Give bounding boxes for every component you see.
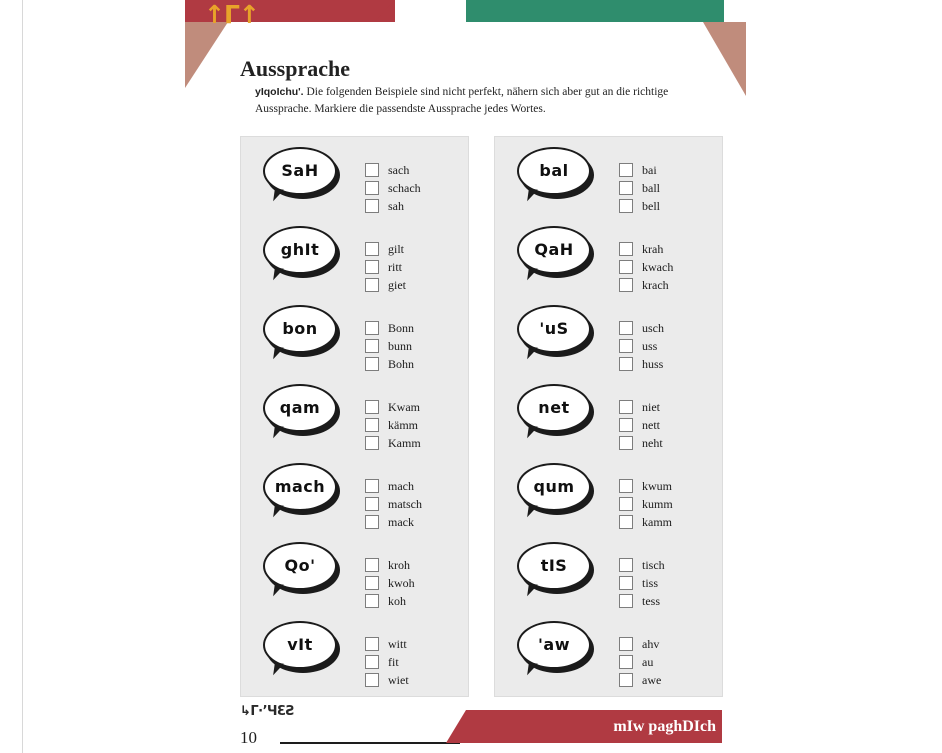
checkbox[interactable] xyxy=(365,418,379,432)
checkbox[interactable] xyxy=(365,339,379,353)
answer-option[interactable] xyxy=(365,179,465,197)
margin-rule xyxy=(22,0,23,753)
exercise-row xyxy=(241,305,468,384)
answer-options xyxy=(619,635,719,689)
answer-options xyxy=(619,398,719,452)
speech-bubble-icon xyxy=(517,542,605,604)
banner-tan-flap-left xyxy=(185,22,228,88)
speech-bubble-icon xyxy=(263,147,351,209)
answer-options xyxy=(365,477,465,531)
checkbox[interactable] xyxy=(365,479,379,493)
instructions xyxy=(255,84,699,117)
checkbox[interactable] xyxy=(365,515,379,529)
checkbox[interactable] xyxy=(365,321,379,335)
answer-option-label: ball xyxy=(642,181,660,195)
page-title: Aussprache xyxy=(240,56,351,81)
exercise-row xyxy=(495,147,722,226)
answer-option[interactable] xyxy=(365,355,465,373)
answer-options xyxy=(619,161,719,215)
checkbox[interactable] xyxy=(365,242,379,256)
speech-bubble-icon xyxy=(263,384,351,446)
answer-option-label: Kamm xyxy=(388,436,421,450)
checkbox[interactable] xyxy=(619,278,633,292)
answer-option-label: au xyxy=(642,655,654,669)
answer-option-label: nett xyxy=(642,418,660,432)
answer-option[interactable] xyxy=(619,161,719,179)
banner-green-tail xyxy=(703,0,724,22)
checkbox[interactable] xyxy=(365,655,379,669)
exercise-row xyxy=(495,463,722,542)
answer-option[interactable] xyxy=(619,495,719,513)
exercise-row xyxy=(495,621,722,700)
checkbox[interactable] xyxy=(365,400,379,414)
answer-option-label: matsch xyxy=(388,497,422,511)
speech-bubble-icon xyxy=(517,621,605,683)
answer-option-label: mack xyxy=(388,515,414,529)
answer-option-label: kroh xyxy=(388,558,410,572)
answer-option[interactable] xyxy=(365,513,465,531)
answer-option[interactable] xyxy=(619,513,719,531)
checkbox[interactable] xyxy=(365,199,379,213)
answer-option-label: huss xyxy=(642,357,664,371)
answer-option-label: bunn xyxy=(388,339,412,353)
checkbox[interactable] xyxy=(365,576,379,590)
checkbox[interactable] xyxy=(619,181,633,195)
answer-option-label: tess xyxy=(642,594,660,608)
exercise-column-left xyxy=(240,136,469,697)
answer-option[interactable] xyxy=(619,398,719,416)
klingon-word: ghIt xyxy=(280,240,320,259)
answer-options xyxy=(619,240,719,294)
answer-option-label: krach xyxy=(642,278,669,292)
exercise-row xyxy=(495,542,722,621)
answer-option[interactable] xyxy=(619,653,719,671)
answer-options xyxy=(365,319,465,373)
speech-bubble-icon xyxy=(517,305,605,367)
answer-option-label: koh xyxy=(388,594,406,608)
answer-option-label: bell xyxy=(642,199,660,213)
checkbox[interactable] xyxy=(365,637,379,651)
answer-option-label: wiet xyxy=(388,673,409,687)
exercise-row xyxy=(495,305,722,384)
footer-title: mIw paghDIch xyxy=(613,718,716,735)
exercise-row xyxy=(241,542,468,621)
answer-options xyxy=(619,477,719,531)
answer-options xyxy=(365,161,465,215)
answer-option[interactable] xyxy=(619,240,719,258)
checkbox[interactable] xyxy=(619,655,633,669)
exercise-row xyxy=(495,226,722,305)
answer-option[interactable] xyxy=(619,556,719,574)
speech-bubble-icon xyxy=(517,384,605,446)
answer-option-label: Bonn xyxy=(388,321,415,335)
answer-option[interactable] xyxy=(619,197,719,215)
answer-option-label: Bohn xyxy=(388,357,415,371)
speech-bubble-icon xyxy=(263,226,351,288)
answer-option-label: bai xyxy=(642,163,657,177)
answer-option-label: fit xyxy=(388,655,399,669)
speech-bubble-icon xyxy=(517,226,605,288)
klingon-word: 'aw xyxy=(538,635,570,654)
speech-bubble-icon xyxy=(517,147,605,209)
answer-option-label: kwoh xyxy=(388,576,415,590)
checkbox[interactable] xyxy=(365,278,379,292)
checkbox[interactable] xyxy=(619,163,633,177)
answer-option-label: kwum xyxy=(642,479,672,493)
answer-options xyxy=(619,556,719,610)
checkbox[interactable] xyxy=(365,497,379,511)
answer-option[interactable] xyxy=(619,319,719,337)
answer-option[interactable] xyxy=(619,355,719,373)
checkbox[interactable] xyxy=(365,558,379,572)
exercise-row xyxy=(241,463,468,542)
klingon-word: SaH xyxy=(281,161,319,180)
answer-option-label: sah xyxy=(388,199,404,213)
checkbox[interactable] xyxy=(619,436,633,450)
answer-option[interactable] xyxy=(619,592,719,610)
answer-option-label: schach xyxy=(388,181,421,195)
klingon-word: qam xyxy=(279,398,321,417)
checkbox[interactable] xyxy=(365,260,379,274)
answer-option-label: giet xyxy=(388,278,406,292)
answer-option[interactable] xyxy=(365,240,465,258)
exercise-row xyxy=(241,621,468,700)
checkbox[interactable] xyxy=(619,637,633,651)
answer-option[interactable] xyxy=(365,398,465,416)
answer-option-label: kwach xyxy=(642,260,674,274)
klingon-word: bon xyxy=(282,319,318,338)
speech-bubble-icon xyxy=(263,542,351,604)
checkbox[interactable] xyxy=(619,321,633,335)
footer-rule xyxy=(280,742,460,744)
answer-option[interactable] xyxy=(365,161,465,179)
answer-option-label: gilt xyxy=(388,242,405,256)
answer-option-label: ritt xyxy=(388,260,402,274)
answer-option-label: neht xyxy=(642,436,663,450)
answer-option[interactable] xyxy=(365,592,465,610)
instruction-text: Die folgenden Beispiele sind nicht perfekt, nähern sich aber gut an die richtige Aussprache. Markiere die passendste Aussprache jedes Wortes. xyxy=(255,86,669,115)
instruction-lead: yIqoIchu'. xyxy=(255,86,304,98)
answer-option[interactable] xyxy=(619,434,719,452)
answer-option[interactable] xyxy=(619,258,719,276)
answer-option-label: tisch xyxy=(642,558,665,572)
klingon-word: 'uS xyxy=(539,319,569,338)
checkbox[interactable] xyxy=(365,673,379,687)
answer-option-label: kämm xyxy=(388,418,418,432)
answer-option[interactable] xyxy=(365,337,465,355)
answer-option[interactable] xyxy=(365,434,465,452)
answer-option-label: mach xyxy=(388,479,414,493)
checkbox[interactable] xyxy=(619,515,633,529)
klingon-word: QaH xyxy=(534,240,574,259)
answer-option[interactable] xyxy=(365,495,465,513)
exercise-row xyxy=(241,226,468,305)
answer-option[interactable] xyxy=(619,671,719,689)
answer-option[interactable] xyxy=(365,258,465,276)
answer-option-label: ahv xyxy=(642,637,660,651)
exercise-row xyxy=(241,384,468,463)
checkbox[interactable] xyxy=(619,594,633,608)
answer-options xyxy=(619,319,719,373)
answer-option[interactable] xyxy=(365,319,465,337)
answer-option[interactable] xyxy=(365,671,465,689)
answer-option-label: kumm xyxy=(642,497,673,511)
klingon-word: bal xyxy=(539,161,569,180)
exercise-row xyxy=(241,147,468,226)
answer-option-label: awe xyxy=(642,673,662,687)
klingon-word: net xyxy=(538,398,570,417)
answer-option[interactable] xyxy=(619,337,719,355)
answer-option-label: niet xyxy=(642,400,660,414)
checkbox[interactable] xyxy=(365,436,379,450)
speech-bubble-icon xyxy=(263,463,351,525)
answer-option-label: witt xyxy=(388,637,407,651)
answer-option-label: Kwam xyxy=(388,400,420,414)
checkbox[interactable] xyxy=(619,339,633,353)
checkbox[interactable] xyxy=(619,673,633,687)
answer-option-label: tiss xyxy=(642,576,659,590)
checkbox[interactable] xyxy=(619,357,633,371)
answer-option-label: uss xyxy=(642,339,658,353)
answer-option[interactable] xyxy=(365,556,465,574)
klingon-word: vIt xyxy=(287,635,313,654)
speech-bubble-icon xyxy=(263,305,351,367)
klingon-word: mach xyxy=(274,477,326,496)
answer-option[interactable] xyxy=(365,416,465,434)
answer-options xyxy=(365,240,465,294)
answer-option[interactable] xyxy=(365,635,465,653)
banner-green-band xyxy=(466,0,724,22)
answer-options xyxy=(365,635,465,689)
page-number: 10 xyxy=(240,728,257,747)
answer-option-label: krah xyxy=(642,242,664,256)
answer-option-label: usch xyxy=(642,321,664,335)
answer-option[interactable] xyxy=(619,635,719,653)
klingon-word: Qo' xyxy=(284,556,316,575)
banner-red-tail xyxy=(374,0,395,22)
klingon-word: qum xyxy=(533,477,575,496)
answer-options xyxy=(365,398,465,452)
answer-option[interactable] xyxy=(619,276,719,294)
answer-options xyxy=(365,556,465,610)
checkbox[interactable] xyxy=(619,497,633,511)
answer-option[interactable] xyxy=(365,276,465,294)
checkbox[interactable] xyxy=(365,163,379,177)
exercise-column-right xyxy=(494,136,723,697)
speech-bubble-icon xyxy=(263,621,351,683)
answer-option[interactable] xyxy=(365,477,465,495)
answer-option[interactable] xyxy=(619,416,719,434)
checkbox[interactable] xyxy=(619,576,633,590)
answer-option-label: sach xyxy=(388,163,410,177)
answer-option[interactable] xyxy=(365,197,465,215)
answer-option[interactable] xyxy=(619,477,719,495)
footer-bar-tip xyxy=(446,710,466,743)
footer-klingon-script: ↳Γ·’ЧƐƧ xyxy=(240,704,295,719)
checkbox[interactable] xyxy=(365,594,379,608)
checkbox[interactable] xyxy=(365,357,379,371)
checkbox[interactable] xyxy=(619,400,633,414)
checkbox[interactable] xyxy=(619,242,633,256)
answer-option[interactable] xyxy=(365,574,465,592)
exercise-row xyxy=(495,384,722,463)
answer-option[interactable] xyxy=(365,653,465,671)
klingon-logo-icon: ↑Γ↑ xyxy=(204,0,259,29)
checkbox[interactable] xyxy=(619,199,633,213)
banner-tan-flap-right xyxy=(703,22,746,96)
speech-bubble-icon xyxy=(517,463,605,525)
checkbox[interactable] xyxy=(619,479,633,493)
checkbox[interactable] xyxy=(619,558,633,572)
answer-option[interactable] xyxy=(619,179,719,197)
checkbox[interactable] xyxy=(365,181,379,195)
answer-option-label: kamm xyxy=(642,515,672,529)
checkbox[interactable] xyxy=(619,260,633,274)
answer-option[interactable] xyxy=(619,574,719,592)
klingon-word: tIS xyxy=(540,556,568,575)
checkbox[interactable] xyxy=(619,418,633,432)
